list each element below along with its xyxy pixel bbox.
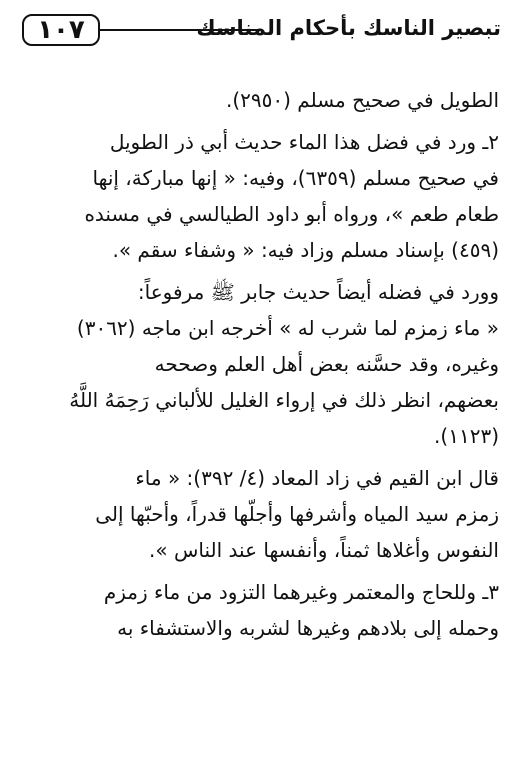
text-line: وغيره، وقد حسَّنه بعض أهل العلم وصححه: [154, 352, 499, 376]
text-line: النفوس وأغلاها ثمناً، وأنفسها عند الناس ».: [149, 538, 499, 562]
page-number: ١٠٧: [22, 14, 100, 46]
text-line: ٢ـ ورد في فضل هذا الماء حديث أبي ذر الطويل: [109, 130, 499, 154]
text-line: (٤٥٩) بإسناد مسلم وزاد فيه: « وشفاء سقم ».: [112, 238, 499, 262]
paragraph-1: [24, 82, 499, 118]
text-line: وحمله إلى بلادهم وغيرها لشربه والاستشفاء به: [117, 616, 499, 640]
page-body: [24, 82, 499, 652]
page-header: [22, 14, 501, 54]
paragraph-4: [24, 460, 499, 568]
text-line: زمزم سيد المياه وأشرفها وأجلّها قدراً، وأحبّها إلى: [95, 502, 499, 526]
text-line: قال ابن القيم في زاد المعاد (٤/ ٣٩٢): « ماء: [135, 466, 499, 490]
paragraph-5: [24, 574, 499, 646]
book-title: تبصير الناسك بأحكام المناسك: [196, 16, 501, 40]
paragraph-3: [24, 274, 499, 454]
text-line: « ماء زمزم لما شرب له » أخرجه ابن ماجه (٣٠٦٢): [76, 316, 499, 340]
text-line: ٣ـ وللحاج والمعتمر وغيرهما التزود من ماء زمزم: [103, 580, 499, 604]
text-line: بعضهم، انظر ذلك في إرواء الغليل للألباني رَحِمَهُ اللَّهُ: [69, 388, 499, 412]
paragraph-2: [24, 124, 499, 268]
text-line: الطويل في صحيح مسلم (٢٩٥٠).: [225, 88, 499, 112]
text-line: (١١٢٣).: [434, 424, 499, 448]
text-line: طعام طعم »، ورواه أبو داود الطيالسي في مسنده: [84, 202, 499, 226]
text-line: وورد في فضله أيضاً حديث جابر ﷺ مرفوعاً:: [137, 280, 499, 304]
text-line: في صحيح مسلم (٦٣٥٩)، وفيه: « إنها مباركة، إنها: [92, 166, 499, 190]
